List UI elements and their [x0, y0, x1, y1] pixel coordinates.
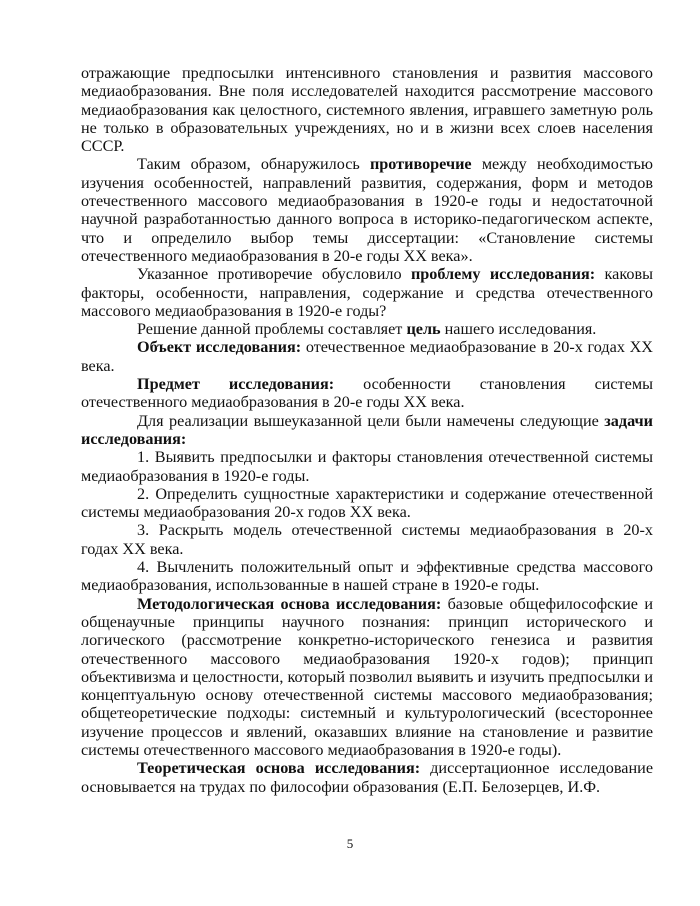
text-run: 3. Раскрыть модель отечественной системы медиаобразования в 20-х годах XX века. — [81, 521, 653, 558]
text-run: отечественное медиаобразование в 20-х годах XX века. — [81, 338, 653, 375]
bold-term: Предмет исследования: — [137, 375, 335, 394]
bold-term: проблему исследования: — [410, 265, 596, 284]
text-run: нашего исследования. — [440, 320, 597, 339]
text-run: 4. Вычленить положительный опыт и эффективные средства массового медиаобразования, использованные в нашей стране в 1920-е годы. — [81, 558, 653, 595]
bold-term: задачи исследования: — [81, 411, 653, 448]
paragraph-p3 — [81, 265, 653, 320]
paragraph-p4 — [81, 320, 653, 338]
paragraph-p1 — [81, 64, 653, 155]
paragraph-p10 — [81, 521, 653, 558]
text-run: 1. Выявить предпосылки и факторы становления отечественной системы медиаобразования в 1920-е годы. — [81, 448, 653, 485]
paragraph-p9 — [81, 485, 653, 522]
paragraph-p6 — [81, 375, 653, 412]
paragraph-p12 — [81, 595, 653, 760]
paragraph-p7 — [81, 412, 653, 449]
bold-term: противоречие — [369, 155, 472, 174]
paragraph-p13 — [81, 759, 653, 796]
text-run: 2. Определить сущностные характеристики и содержание отечественной системы медиаобразования 20-х годов XX века. — [81, 484, 653, 522]
text-run: Таким образом, обнаружилось — [137, 155, 370, 174]
text-run: Указанное противоречие обусловило — [137, 265, 411, 284]
paragraph-p8 — [81, 448, 653, 485]
text-run: базовые общефилософские и общенаучные принципы научного познания: принцип исторического и логического (рассмотрение конкретно-исторического генезиса и развития отечественного массового медиаобразования 1920-х годов); принцип объективизма и целостности, который позволил выявить и изучить предпосылки и концептуальную основу отечественной системы массового медиаобразования; общетеоретические подходы: системный и культурологический (всестороннее изучение процессов и явлений, оказавших влияние на становление и развитие системы отечественного массового медиаобразования в 1920-е годы). — [81, 594, 653, 759]
paragraph-p11 — [81, 558, 653, 595]
document-body — [81, 64, 653, 796]
text-run: особенности становления системы отечественного медиаобразования в 20-е годы XX века. — [81, 375, 653, 412]
text-run: между необходимостью изучения особенностей, направлений развития, содержания, форм и методов отечественного массового медиаобразования в 1920-е годы и недостаточной научной разработанностью данного вопроса в историко-педагогическом аспекте, что и определило выбор темы диссертации: «Становление системы отечественного медиаобразования в 20-е годы XX века». — [81, 155, 653, 265]
text-run: Решение данной проблемы составляет — [137, 320, 407, 339]
text-run: отражающие предпосылки интенсивного становления и развития массового медиаобразования. Вне поля исследователей находится рассмотрение массового медиаобразования как целостного, системного явления, игравшего заметную роль не только в образовательных учреждениях, но и в жизни всех слоев населения СССР. — [81, 64, 653, 156]
bold-term: Объект исследования: — [137, 338, 302, 357]
bold-term: Методологическая основа исследования: — [137, 594, 442, 613]
paragraph-p5 — [81, 338, 653, 375]
text-run: каковы факторы, особенности, направления, содержание и средства отечественного массового медиаобразования в 1920-е годы? — [81, 265, 653, 320]
page-number: 5 — [346, 836, 354, 851]
text-run: диссертационное исследование основывается на трудах по философии образования (Е.П. Белозерцев, И.Ф. — [81, 759, 654, 796]
bold-term: Теоретическая основа исследования: — [137, 759, 421, 778]
text-run: Для реализации вышеуказанной цели были намечены следующие — [137, 411, 605, 430]
bold-term: цель — [406, 320, 441, 339]
paragraph-p2 — [81, 155, 653, 265]
